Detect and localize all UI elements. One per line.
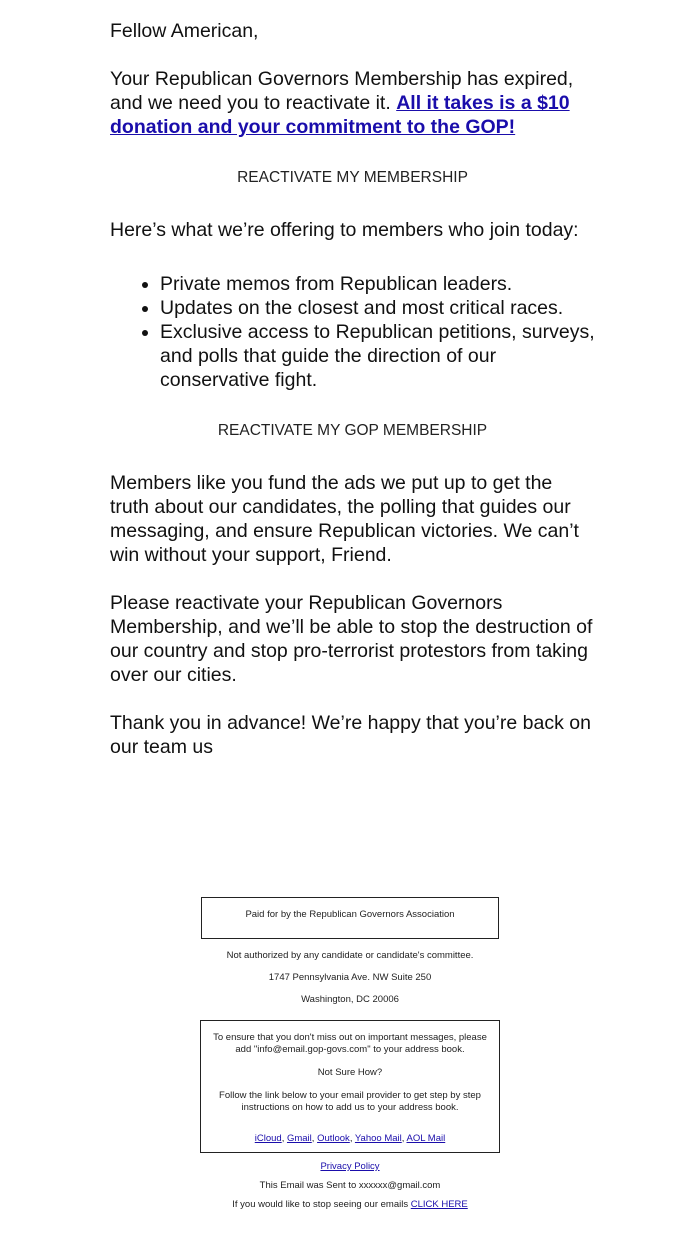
offer-paragraph: Here’s what we’re offering to members who join today: [110,219,579,241]
please-paragraph: Please reactivate your Republican Governors Membership, and we’ll be able to stop the destruction of our country and stop pro-terrorist protestors from taking over our cities. [110,592,593,686]
benefits-list [110,272,595,392]
paid-for-box [201,897,499,939]
list-item: • Private memos from Republican leaders. [160,272,595,296]
provider-link-yahoo[interactable]: Yahoo Mail [354,1133,402,1144]
unsubscribe-link[interactable]: CLICK HERE [410,1199,468,1210]
provider-link-aol[interactable]: AOL Mail [406,1133,446,1144]
safe-sender-text: To ensure that you don't miss out on important messages, please add "info@email.gop-govs.com" to your address book. [213,1032,487,1055]
list-item: • Updates on the closest and most critical races. [160,296,595,320]
address-line-2: Washington, DC 20006 [301,994,399,1005]
email-footer [0,897,700,1211]
list-item: • Exclusive access to Republican petitions, surveys, and polls that guide the direction of our conservative fight. [160,320,595,392]
unsubscribe-line [0,1199,700,1211]
sent-to-text: This Email was Sent to xxxxxx@gmail.com [259,1180,441,1191]
thanks-paragraph: Thank you in advance! We’re happy that you’re back on our team us [110,712,591,758]
not-sure-text: Not Sure How? [317,1067,383,1078]
privacy-policy-link[interactable]: Privacy Policy [320,1161,380,1172]
provider-link-icloud[interactable]: iCloud [254,1133,282,1144]
address-line-1: 1747 Pennsylvania Ave. NW Suite 250 [268,972,432,983]
not-authorized-text: Not authorized by any candidate or candidate's committee. [226,950,474,961]
paid-for-text: Paid for by the Republican Governors Association [245,909,455,920]
intro-paragraph [110,67,595,139]
unsubscribe-prefix: If you would like to stop seeing our emails [232,1199,409,1210]
provider-link-gmail[interactable]: Gmail [286,1133,312,1144]
members-paragraph: Members like you fund the ads we put up to get the truth about our candidates, the polling that guides our messaging, and ensure Republican victories. We can’t win without your support, Friend. [110,472,579,566]
donate-link[interactable]: All it takes is a $10 donation and your commitment to the GOP! [110,92,570,138]
provider-links: iCloud, Gmail, Outlook, Yahoo Mail, AOL Mail [254,1133,446,1144]
provider-link-outlook[interactable]: Outlook [317,1133,350,1144]
email-body [110,19,595,759]
greeting: Fellow American, [110,20,259,42]
safe-sender-box [200,1020,500,1153]
reactivate-gop-membership-button[interactable]: REACTIVATE MY GOP MEMBERSHIP [217,422,488,439]
follow-instructions-text: Follow the link below to your email provider to get step by step instructions on how to add us to your address book. [219,1090,481,1113]
intro-text: Your Republican Governors Membership has expired, and we need you to reactivate it. [110,68,574,114]
reactivate-membership-button[interactable]: REACTIVATE MY MEMBERSHIP [237,169,468,186]
